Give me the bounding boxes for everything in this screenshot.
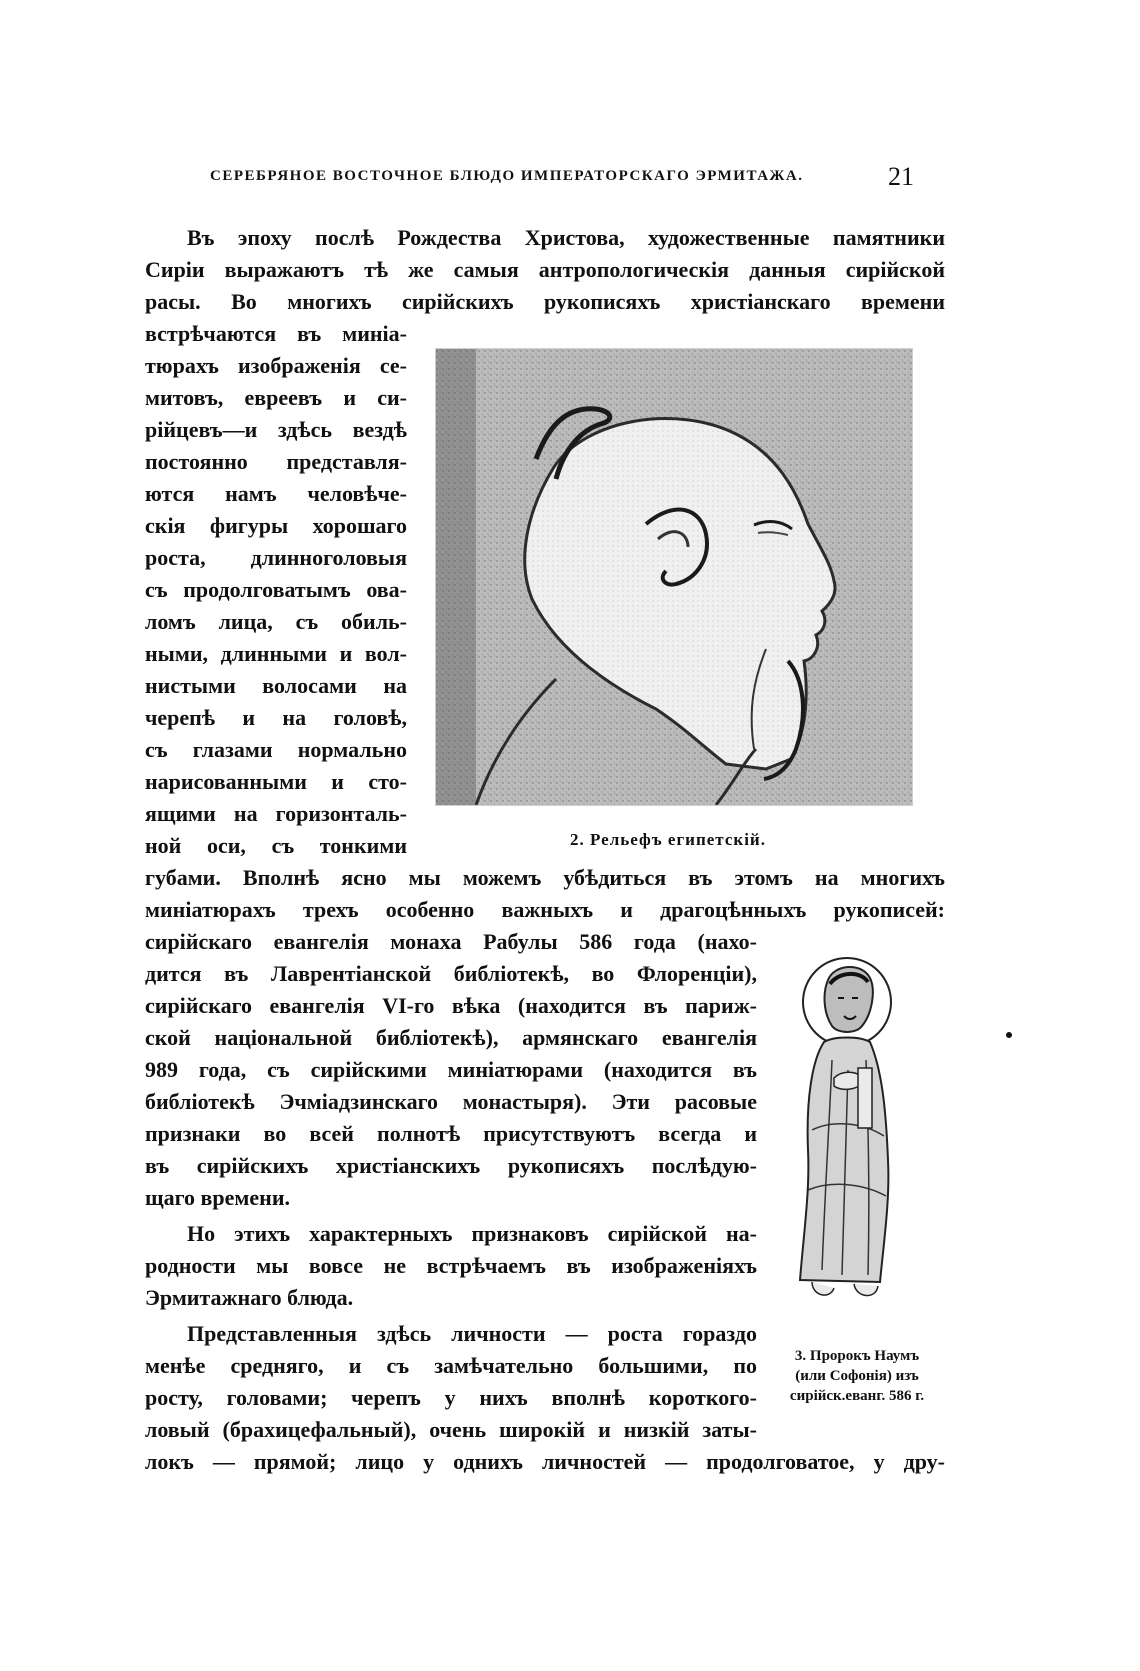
- text-line: библіотекѣ Эчміадзинскаго монастыря). Эти расовые: [145, 1089, 757, 1114]
- text-line: родности мы вовсе не встрѣчаемъ въ изображеніяхъ: [145, 1253, 757, 1278]
- caption-line: 3. Пророкъ Наумъ: [794, 1348, 920, 1364]
- prophet-naum-figure: [772, 950, 922, 1320]
- text-line: Представленныя здѣсь личности — роста гораздо: [187, 1321, 757, 1346]
- text-line: черепѣ и на головѣ,: [145, 705, 407, 730]
- text-line: ломъ лица, съ обиль-: [145, 609, 407, 634]
- text-line: съ продолговатымъ ова-: [145, 577, 407, 602]
- stray-dot: [1006, 1032, 1012, 1038]
- text-line: сирійскаго евангелія VI-го вѣка (находится въ париж-: [145, 993, 757, 1018]
- text-line: миніатюрахъ трехъ особенно важныхъ и драгоцѣнныхъ рукописей:: [145, 897, 945, 922]
- text-line: ской національной библіотекѣ), армянскаго евангелія: [145, 1025, 757, 1050]
- text-line: въ сирійскихъ христіанскихъ рукописяхъ послѣдую-: [145, 1153, 757, 1178]
- text-line: ной оси, съ тонкими: [145, 833, 407, 858]
- text-line: нарисованными и сто-: [145, 769, 407, 794]
- text-line: скія фигуры хорошаго: [145, 513, 407, 538]
- text-line: роста, длинноголовыя: [145, 545, 407, 570]
- prophet-illustration: [772, 950, 922, 1320]
- relief-illustration: [436, 349, 912, 805]
- text-line: нистыми волосами на: [145, 673, 407, 698]
- text-line: признаки во всей полнотѣ присутствуютъ всегда и: [145, 1121, 757, 1146]
- running-title: СЕРЕБРЯНОЕ ВОСТОЧНОЕ БЛЮДО ИМПЕРАТОРСКАГО ЭРМИТАЖА.: [210, 168, 804, 184]
- caption-line: (или Софонія) изъ: [795, 1368, 919, 1384]
- text-line: локъ — прямой; лицо у однихъ личностей — продолговатое, у дру-: [145, 1449, 945, 1474]
- text-line: росту, головами; черепъ у нихъ вполнѣ короткого-: [145, 1385, 757, 1410]
- page-number: 21: [888, 162, 914, 191]
- prophet-caption: [762, 1346, 952, 1406]
- text-line: сирійскаго евангелія монаха Рабулы 586 года (нахо-: [145, 929, 757, 954]
- text-line: съ глазами нормально: [145, 737, 407, 762]
- text-line: ящими на горизонталь-: [145, 801, 407, 826]
- text-line: Но этихъ характерныхъ признаковъ сирійской на-: [187, 1221, 757, 1246]
- text-line: митовъ, евреевъ и си-: [145, 385, 407, 410]
- text-line: постоянно представля-: [145, 449, 407, 474]
- text-line: ются намъ человѣче-: [145, 481, 407, 506]
- text-line: рійцевъ—и здѣсь вездѣ: [145, 417, 407, 442]
- text-line: тюрахъ изображенія се-: [145, 353, 407, 378]
- text-line: щаго времени.: [145, 1185, 290, 1210]
- text-line: губами. Вполнѣ ясно мы можемъ убѣдиться въ этомъ на многихъ: [145, 865, 945, 890]
- text-line: менѣе средняго, и съ замѣчательно большими, по: [145, 1353, 757, 1378]
- caption-line: сирійск.еванг. 586 г.: [789, 1388, 925, 1404]
- egyptian-relief-figure: [435, 348, 913, 806]
- relief-caption: 2. Рельефъ египетскій.: [570, 830, 766, 849]
- text-line: 989 года, съ сирійскими миніатюрами (находится въ: [145, 1057, 757, 1082]
- text-line: встрѣчаются въ миніа-: [145, 321, 407, 346]
- text-line: Сиріи выражаютъ тѣ же самыя антропологическія данныя сирійской: [145, 257, 945, 282]
- text-line: Въ эпоху послѣ Рождества Христова, художественные памятники: [187, 225, 945, 250]
- text-line: ными, длинными и вол-: [145, 641, 407, 666]
- text-line: Эрмитажнаго блюда.: [145, 1285, 354, 1310]
- text-line: расы. Во многихъ сирійскихъ рукописяхъ христіанскаго времени: [145, 289, 945, 314]
- text-line: ловый (брахицефальный), очень широкій и низкій заты-: [145, 1417, 757, 1442]
- text-line: дится въ Лаврентіанской библіотекѣ, во Флоренціи),: [145, 961, 757, 986]
